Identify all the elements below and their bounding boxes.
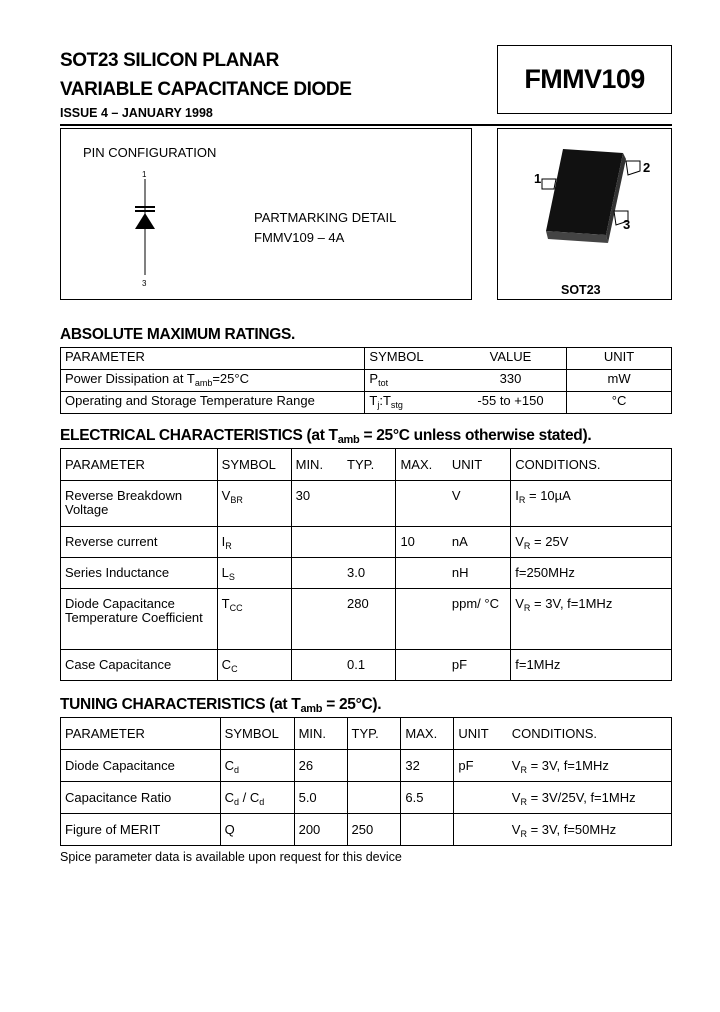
header-cell: MAX. — [401, 718, 454, 750]
sym: Q — [224, 821, 235, 837]
pin-top-label: 1 — [142, 170, 147, 179]
cond-sub: R — [520, 828, 527, 839]
tuning-heading-sub: amb — [300, 703, 323, 715]
partmarking-value: FMMV109 – 4A — [254, 230, 345, 245]
partmarking-heading: PARTMARKING DETAIL — [254, 210, 397, 225]
unit-cell: V — [448, 481, 511, 527]
cond-sub: R — [523, 541, 531, 551]
pin-2-lead — [626, 161, 640, 175]
pin-2-label: 2 — [643, 160, 651, 175]
header-cell: CONDITIONS. — [508, 718, 672, 750]
sym-b: :T — [379, 393, 391, 408]
typ-cell — [347, 750, 401, 782]
unit-cell: nH — [448, 558, 511, 589]
conditions-cell — [511, 650, 672, 681]
sym: V — [221, 488, 231, 503]
sym-sub: R — [225, 541, 232, 551]
electrical-table — [60, 448, 672, 681]
table-row — [61, 782, 672, 814]
sym: L — [221, 565, 229, 580]
param-cell: Diode Capacitance Temperature Coefficient — [61, 589, 218, 650]
param-sub: amb — [194, 378, 213, 388]
typ-cell: 250 — [347, 814, 401, 846]
header-cell: UNIT — [448, 449, 511, 481]
table-row — [61, 481, 672, 527]
min-cell: 30 — [291, 481, 343, 527]
max-cell — [401, 814, 454, 846]
typ-cell: 3.0 — [343, 558, 396, 589]
param-cell: Capacitance Ratio — [61, 782, 221, 814]
cond-a: V — [511, 757, 521, 773]
cond-b: = 3V, f=50MHz — [526, 821, 617, 837]
symbol-cell — [220, 814, 294, 846]
unit-cell: mW — [567, 370, 672, 392]
header-cell: SYMBOL — [217, 449, 291, 481]
conditions-cell — [508, 750, 672, 782]
elec-heading-b: = 25°C unless otherwise stated). — [359, 427, 592, 444]
tuning-heading — [60, 696, 381, 714]
part-number: FMMV109 — [524, 64, 645, 94]
sym: C — [224, 757, 235, 773]
min-cell: 200 — [294, 814, 347, 846]
cond-b: = 3V, f=1MHz — [530, 596, 613, 611]
param-cell: Reverse current — [61, 527, 218, 558]
abs-max-table — [60, 347, 672, 414]
sym: T — [369, 393, 378, 408]
header-cell: PARAMETER — [61, 348, 365, 370]
param-cell — [61, 392, 365, 414]
table-row — [61, 558, 672, 589]
pin-bottom-label: 3 — [142, 279, 147, 288]
unit-cell: nA — [448, 527, 511, 558]
sym-sub: S — [228, 572, 235, 582]
header-cell: UNIT — [567, 348, 672, 370]
param-text: Operating and Storage Temperature Range — [65, 393, 315, 408]
package-box — [497, 128, 672, 300]
pin-3-label: 3 — [623, 217, 631, 232]
sot23-package-icon — [528, 139, 658, 254]
sym-sub: tot — [378, 378, 389, 388]
param-cell: Diode Capacitance — [61, 750, 221, 782]
table-row — [61, 370, 672, 392]
max-cell — [396, 589, 448, 650]
pin-1-lead — [542, 179, 556, 189]
min-cell — [291, 558, 343, 589]
symbol-cell — [365, 370, 455, 392]
sym-b-sub: stg — [390, 400, 403, 410]
header-rule — [60, 124, 672, 126]
sym: T — [221, 596, 230, 611]
table-row — [61, 650, 672, 681]
footnote: Spice parameter data is available upon request for this device — [60, 850, 402, 864]
sym-sub: C — [231, 664, 238, 674]
header-cell: CONDITIONS. — [511, 449, 672, 481]
sym-b: / C — [239, 789, 260, 805]
table-row — [61, 392, 672, 414]
min-cell: 26 — [294, 750, 347, 782]
part-number-box — [497, 45, 672, 114]
typ-cell: 280 — [343, 589, 396, 650]
diode-triangle — [135, 213, 155, 229]
pin-config-heading: PIN CONFIGURATION — [83, 145, 217, 160]
header-cell: UNIT — [454, 718, 508, 750]
param-cell: Figure of MERIT — [61, 814, 221, 846]
symbol-cell — [220, 750, 294, 782]
max-cell: 32 — [401, 750, 454, 782]
cond-b: = 3V/25V, f=1MHz — [526, 789, 636, 805]
max-cell: 6.5 — [401, 782, 454, 814]
symbol-cell — [217, 481, 291, 527]
cond-b: = 10µA — [525, 488, 571, 503]
unit-cell — [454, 814, 508, 846]
param-cell — [61, 370, 365, 392]
table-row — [61, 750, 672, 782]
sym-b-sub: d — [259, 796, 265, 807]
cond-a: f=1MHz — [515, 657, 561, 672]
header-cell: MAX. — [396, 449, 448, 481]
header-cell: TYP. — [343, 449, 396, 481]
conditions-cell — [511, 558, 672, 589]
param-cell: Reverse Breakdown Voltage — [61, 481, 218, 527]
tuning-heading-b: = 25°C). — [322, 696, 382, 713]
tuning-heading-a: TUNING CHARACTERISTICS (at T — [60, 696, 301, 713]
max-cell — [396, 650, 448, 681]
max-cell: 10 — [396, 527, 448, 558]
min-cell — [291, 589, 343, 650]
unit-cell: °C — [567, 392, 672, 414]
param-cell: Series Inductance — [61, 558, 218, 589]
header-cell: PARAMETER — [61, 449, 218, 481]
tuning-table — [60, 717, 672, 846]
sym: P — [369, 371, 379, 386]
title-line-1: SOT23 SILICON PLANAR — [60, 50, 279, 71]
elec-heading — [60, 427, 591, 445]
symbol-cell — [220, 782, 294, 814]
symbol-cell — [217, 650, 291, 681]
header-cell: SYMBOL — [365, 348, 455, 370]
cond-sub: R — [520, 796, 527, 807]
header-cell: PARAMETER — [61, 718, 221, 750]
sym-sub: d — [234, 796, 240, 807]
package-label: SOT23 — [561, 283, 601, 297]
symbol-cell — [217, 589, 291, 650]
unit-cell: pF — [454, 750, 508, 782]
issue-date: ISSUE 4 – JANUARY 1998 — [60, 106, 213, 120]
cond-a: V — [511, 821, 521, 837]
sym: C — [224, 789, 235, 805]
cond-b: = 25V — [530, 534, 569, 549]
typ-cell — [343, 481, 396, 527]
sym-sub: BR — [230, 495, 243, 505]
max-cell — [396, 481, 448, 527]
conditions-cell — [508, 782, 672, 814]
header-cell: TYP. — [347, 718, 401, 750]
cond-a: V — [511, 789, 521, 805]
cond-sub: R — [518, 495, 526, 505]
unit-cell: pF — [448, 650, 511, 681]
abs-max-header-row — [61, 348, 672, 370]
cond-a: f=250MHz — [515, 565, 575, 580]
cond-a: I — [515, 488, 519, 503]
conditions-cell — [511, 527, 672, 558]
conditions-cell — [511, 589, 672, 650]
typ-cell — [343, 527, 396, 558]
param-cell: Case Capacitance — [61, 650, 218, 681]
unit-cell: ppm/ °C — [448, 589, 511, 650]
max-cell — [396, 558, 448, 589]
unit-cell — [454, 782, 508, 814]
header-cell: SYMBOL — [220, 718, 294, 750]
param-tail: =25°C — [212, 371, 249, 386]
conditions-cell — [511, 481, 672, 527]
typ-cell — [347, 782, 401, 814]
header-cell: MIN. — [294, 718, 347, 750]
elec-heading-sub: amb — [337, 434, 360, 446]
typ-cell: 0.1 — [343, 650, 396, 681]
cond-sub: R — [523, 603, 531, 613]
varactor-diode-symbol — [131, 179, 161, 279]
cond-b: = 3V, f=1MHz — [526, 757, 609, 773]
table-row — [61, 814, 672, 846]
min-cell: 5.0 — [294, 782, 347, 814]
title-line-2: VARIABLE CAPACITANCE DIODE — [60, 79, 352, 100]
header-cell: MIN. — [291, 449, 343, 481]
conditions-cell — [508, 814, 672, 846]
sym-sub: d — [234, 764, 240, 775]
table-row — [61, 589, 672, 650]
abs-max-heading: ABSOLUTE MAXIMUM RATINGS. — [60, 326, 296, 343]
tuning-header-row — [61, 718, 672, 750]
sym: I — [221, 534, 226, 549]
min-cell — [291, 650, 343, 681]
symbol-cell — [217, 527, 291, 558]
value-cell: 330 — [455, 370, 567, 392]
symbol-cell — [365, 392, 455, 414]
symbol-cell — [217, 558, 291, 589]
param-text: Power Dissipation at T — [65, 371, 195, 386]
header-cell: VALUE — [455, 348, 567, 370]
value-cell: -55 to +150 — [455, 392, 567, 414]
min-cell — [291, 527, 343, 558]
sym-sub: j — [377, 400, 380, 410]
cond-a: V — [515, 596, 524, 611]
pin-1-label: 1 — [534, 171, 542, 186]
elec-header-row — [61, 449, 672, 481]
table-row — [61, 527, 672, 558]
sym: C — [221, 657, 232, 672]
pin-config-box — [60, 128, 472, 300]
cond-sub: R — [520, 764, 527, 775]
elec-heading-a: ELECTRICAL CHARACTERISTICS (at T — [60, 427, 338, 444]
cond-a: V — [515, 534, 524, 549]
sym-sub: CC — [229, 603, 243, 613]
